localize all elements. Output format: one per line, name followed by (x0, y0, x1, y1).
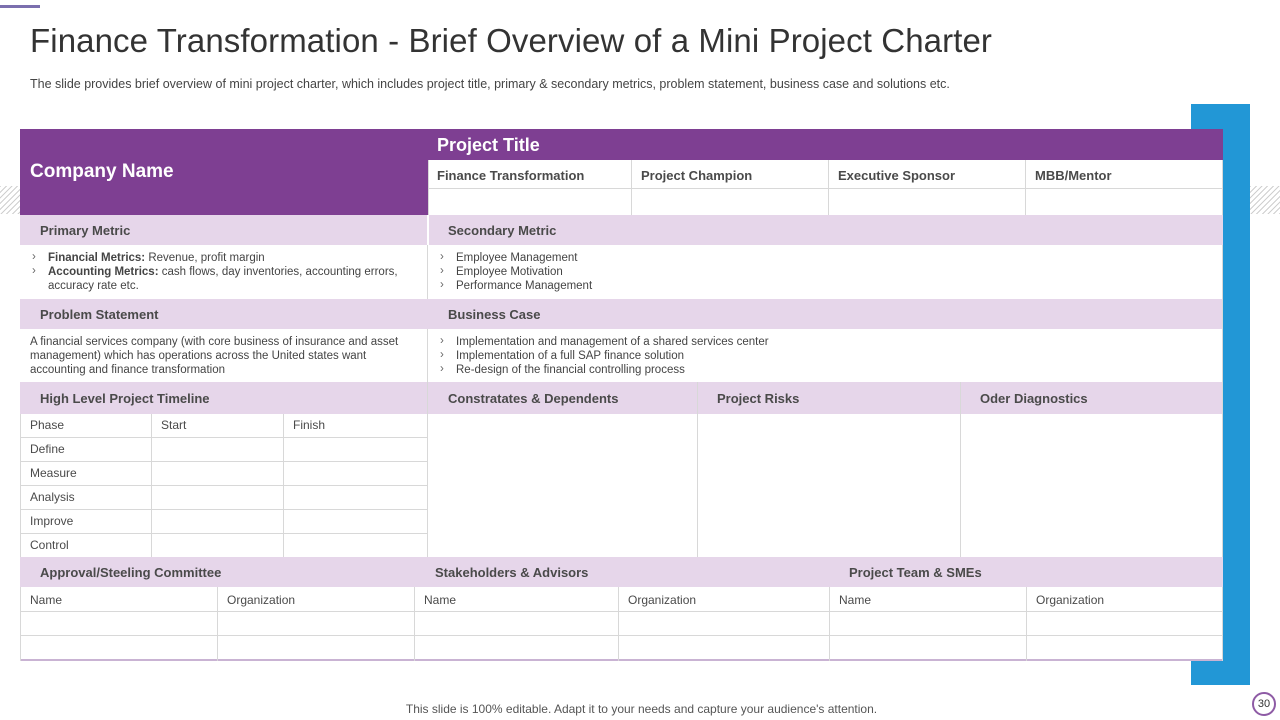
project-charter-table (20, 129, 1223, 661)
business-case-item: › Implementation of a full SAP finance solution (438, 349, 1208, 363)
timeline-phase-measure: Measure (30, 466, 77, 480)
problem-statement-text: A financial services company (with core business of insurance and asset management) which has operations across the United states want accounting and finance transformation (30, 336, 399, 376)
timeline-table (20, 414, 427, 557)
business-case-heading: Business Case (448, 307, 541, 322)
slide-subtitle: The slide provides brief overview of mini project charter, which includes project title, primary & secondary metrics, problem statement, business case and solutions etc. (30, 77, 950, 91)
divider (631, 160, 632, 215)
divider (829, 587, 830, 661)
divider (20, 509, 427, 510)
timeline-phase-improve: Improve (30, 514, 74, 528)
team-col-name: Name (839, 593, 872, 607)
secondary-metric-list (438, 251, 1208, 293)
timeline-header-row (20, 382, 1223, 414)
divider (1222, 587, 1223, 661)
team-col-organization: Organization (1036, 593, 1105, 607)
divider (283, 414, 284, 557)
divider (1026, 587, 1027, 661)
page-number-badge: 30 (1252, 692, 1276, 716)
project-title-header (428, 129, 1223, 160)
divider (618, 587, 619, 661)
divider (20, 437, 427, 438)
timeline-col-start: Start (161, 418, 187, 432)
divider (428, 160, 429, 215)
risks-heading: Project Risks (717, 391, 800, 406)
divider (20, 461, 427, 462)
divider (414, 587, 415, 661)
title-col-executive-sponsor: Executive Sponsor (838, 168, 956, 183)
divider (427, 245, 428, 299)
committees-table (20, 587, 1223, 661)
approval-col-organization: Organization (227, 593, 296, 607)
divider (428, 188, 1223, 189)
approval-heading: Approval/Steeling Committee (40, 565, 222, 580)
divider (1222, 245, 1223, 557)
constraints-heading: Constratates & Dependents (448, 391, 619, 406)
divider (20, 414, 21, 557)
approval-col-name: Name (30, 593, 63, 607)
title-col-mentor: MBB/Mentor (1035, 168, 1112, 183)
timeline-phase-analysis: Analysis (30, 490, 75, 504)
stakeholders-col-name: Name (424, 593, 457, 607)
title-col-project-champion: Project Champion (641, 168, 753, 183)
timeline-col-phase: Phase (30, 418, 65, 432)
company-name-cell (20, 129, 428, 215)
divider (20, 485, 427, 486)
project-title-grid (428, 160, 1223, 215)
diagnostics-heading: Oder Diagnostics (980, 391, 1088, 406)
primary-metric-item: › Financial Metrics: Revenue, profit margin (30, 251, 422, 265)
divider (217, 587, 218, 661)
top-accent-bar (0, 5, 40, 8)
decorative-hatch-right (1250, 186, 1280, 214)
stakeholders-heading: Stakeholders & Advisors (435, 565, 589, 580)
divider (697, 382, 698, 557)
title-col-finance-transformation: Finance Transformation (437, 168, 585, 183)
divider (20, 533, 427, 534)
committees-header-row (20, 557, 1223, 587)
company-name: Company Name (30, 161, 174, 182)
primary-metric-item: › Accounting Metrics: cash flows, day inventories, accounting errors, accuracy rate etc. (30, 265, 422, 293)
slide-footer: This slide is 100% editable. Adapt it to your needs and capture your audience's attention. (405, 702, 878, 716)
primary-metric-list (30, 251, 422, 293)
business-case-item: › Implementation and management of a shared services center (438, 335, 1208, 349)
project-title: Project Title (437, 135, 540, 155)
divider (20, 635, 1223, 636)
divider (20, 587, 21, 661)
divider (427, 329, 428, 383)
stakeholders-col-organization: Organization (628, 593, 697, 607)
timeline-phase-control: Control (30, 538, 69, 552)
problem-statement-heading: Problem Statement (40, 307, 159, 322)
divider (427, 382, 428, 557)
divider (1222, 160, 1223, 215)
timeline-heading: High Level Project Timeline (40, 391, 210, 406)
divider (828, 160, 829, 215)
timeline-col-finish: Finish (293, 418, 326, 432)
decorative-hatch-left (0, 186, 20, 214)
secondary-metric-heading: Secondary Metric (448, 223, 557, 238)
timeline-phase-define: Define (30, 442, 65, 456)
secondary-metric-item: › Employee Motivation (438, 265, 1208, 279)
slide-title: Finance Transformation - Brief Overview of a Mini Project Charter (30, 22, 993, 59)
divider (1025, 160, 1026, 215)
secondary-metric-item: › Performance Management (438, 279, 1208, 293)
business-case-list (438, 335, 1208, 377)
metrics-header-row (20, 215, 1223, 245)
business-case-item: › Re-design of the financial controlling process (438, 363, 1208, 377)
divider (960, 382, 961, 557)
team-heading: Project Team & SMEs (849, 565, 982, 580)
secondary-metric-item: › Employee Management (438, 251, 1208, 265)
primary-metric-heading: Primary Metric (40, 223, 131, 238)
problem-business-header-row (20, 299, 1223, 329)
divider (151, 414, 152, 557)
divider (20, 611, 1223, 612)
